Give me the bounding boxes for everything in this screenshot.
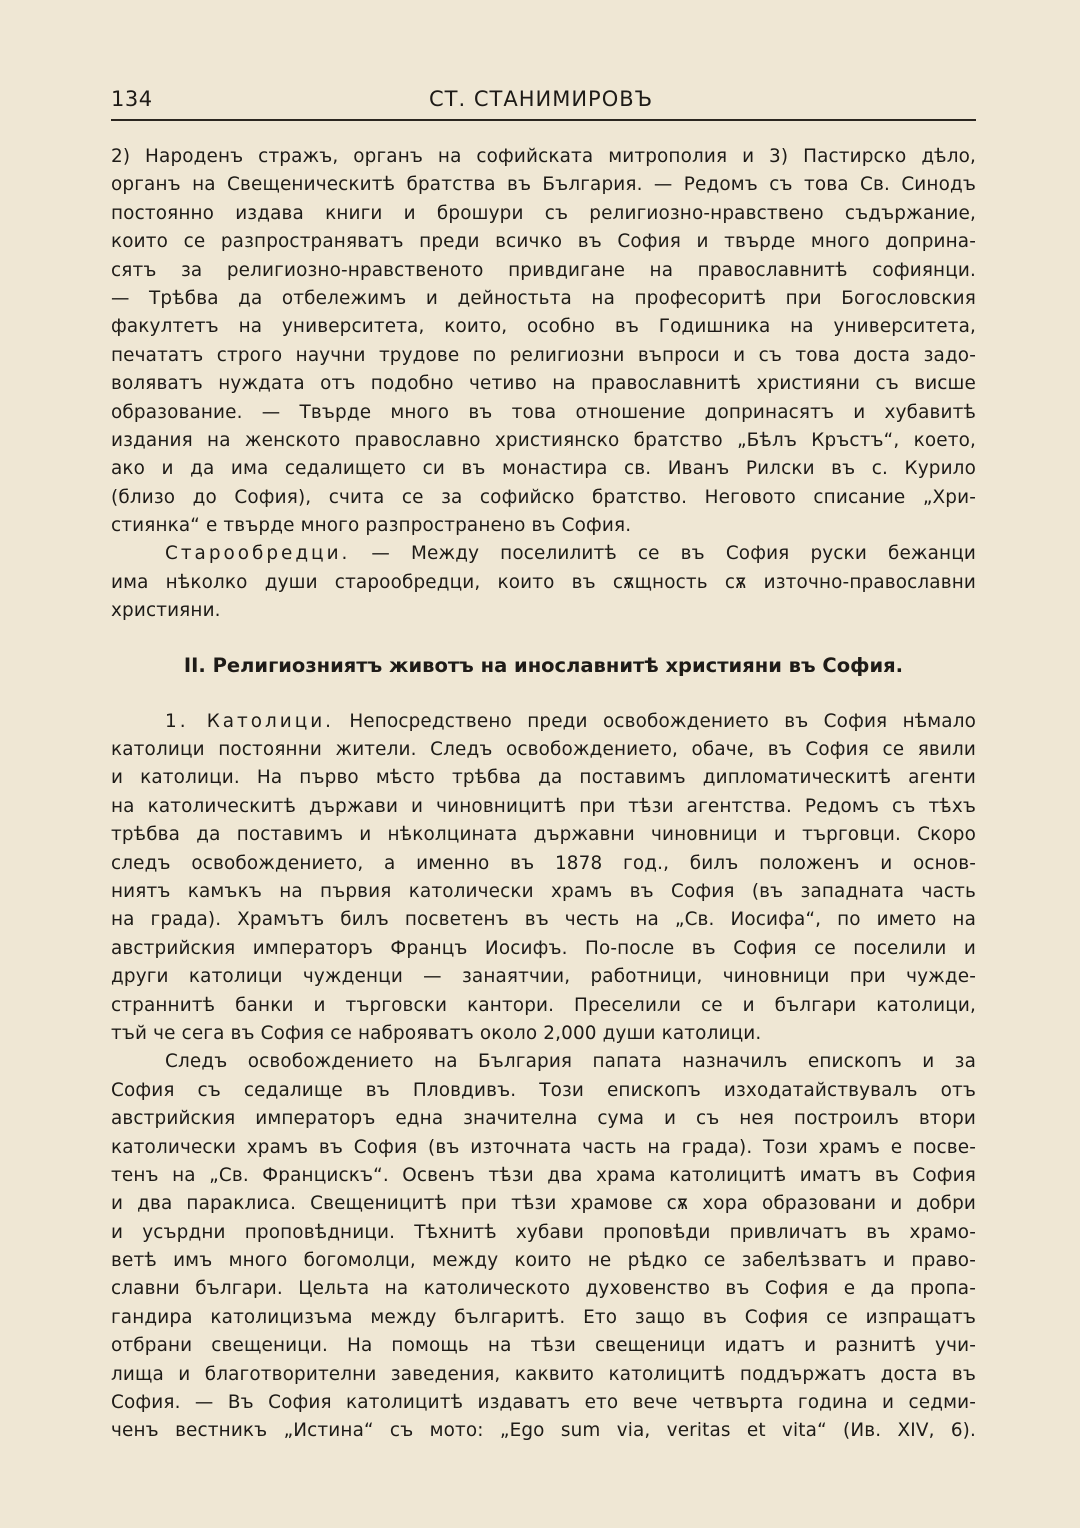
text-line: австрийския императоръ Францъ Иосифъ. По-после въ София се поселили и xyxy=(111,937,976,959)
text-line: София съ седалище въ Пловдивъ. Този епископъ изходатайствувалъ отъ xyxy=(111,1079,976,1101)
text-line xyxy=(111,540,976,568)
running-title: СТ. СТАНИМИРОВЪ xyxy=(429,87,654,111)
text-line: стиянка“ е твърде много разпространено въ София. xyxy=(111,515,632,537)
section-heading: II. Религиозниятъ животъ на инославнитѣ християни въ София. xyxy=(183,653,904,677)
old-believers-term: Старообредци. xyxy=(165,543,351,565)
text-line: ако и да има седалището си въ монастира св. Иванъ Рилски въ с. Курило xyxy=(111,458,976,480)
text-line: тенъ на „Св. Францискъ“. Освенъ тѣзи два храма католицитѣ иматъ въ София xyxy=(111,1164,976,1186)
text-line: и католици. На първо мѣсто трѣбва да поставимъ дипломатическитѣ агенти xyxy=(111,767,976,789)
text-line: сятъ за религиозно-нравственото привдигане на православнитѣ софиянци. xyxy=(111,259,976,281)
text-run: — Между поселилитѣ се въ София руски бежанци xyxy=(371,543,976,565)
text-line: следъ освобождението, а именно въ 1878 год., билъ положенъ и основ- xyxy=(111,852,976,874)
paragraph-bishop xyxy=(111,1048,976,1445)
text-line: (близо до София), счита се за софийско братство. Неговото списание „Хри- xyxy=(111,486,976,508)
text-line: София. — Въ София католицитѣ издаватъ ето вече четвърта година и седми- xyxy=(111,1392,976,1414)
paragraph-catholics xyxy=(111,708,976,1049)
text-line: католически храмъ въ София (въ източната часть на града). Този храмъ е посве- xyxy=(111,1136,976,1158)
text-line: постоянно издава книги и брошури съ религиозно-нравствено съдържание, xyxy=(111,202,976,224)
page-header xyxy=(111,85,976,121)
text-line: органъ на Свещеническитѣ братства въ България. — Редомъ съ това Св. Синодъ xyxy=(111,174,976,196)
text-line: гандира католицизъма между българитѣ. Ето защо въ София се изпращатъ xyxy=(111,1306,976,1328)
text-line: издания на женското православно християнско братство „Бѣлъ Кръстъ“, което, xyxy=(111,429,976,451)
body-text xyxy=(111,143,976,1446)
paragraph-old-believers xyxy=(111,540,976,625)
text-line: трѣбва да поставимъ и нѣколцината държавни чиновници и търговци. Скоро xyxy=(111,824,976,846)
text-line: католици постоянни жители. Следъ освобождението, обаче, въ София се явили xyxy=(111,739,976,761)
text-line: лища и благотворителни заведения, каквито католицитѣ поддържатъ доста въ xyxy=(111,1363,976,1385)
text-line: воляватъ нуждата отъ подобно четиво на православнитѣ християни съ висше xyxy=(111,373,976,395)
text-line: ченъ вестникъ „Истина“ съ мото: „Ego sum via, veritas et vita“ (Ив. XIV, 6). xyxy=(111,1420,976,1442)
text-line: Следъ освобождението на България папата назначилъ епископъ и за xyxy=(165,1051,976,1073)
paragraph-orthodox-publications xyxy=(111,143,976,540)
text-line: християни. xyxy=(111,600,221,622)
text-line: отбрани свещеници. На помощь на тѣзи свещеници идатъ и разнитѣ учи- xyxy=(111,1335,976,1357)
text-line: славни българи. Цельта на католическото духовенство въ София е да пропа- xyxy=(111,1278,976,1300)
text-line: на града). Храмътъ билъ посветенъ въ честь на „Св. Иосифа“, по името на xyxy=(111,909,976,931)
text-line: австрийския императоръ една значителна сума и съ нея построилъ втори xyxy=(111,1108,976,1130)
text-line: на католическитѣ държави и чиновницитѣ при тѣзи агентства. Редомъ съ тѣхъ xyxy=(111,795,976,817)
text-line xyxy=(111,708,976,736)
text-line: печататъ строго научни трудове по религиозни въпроси и съ това доста задо- xyxy=(111,344,976,366)
text-line: други католици чужденци — занаятчии, работници, чиновници при чужде- xyxy=(111,966,976,988)
text-line: образование. — Твърде много въ това отношение допринасятъ и хубавитѣ xyxy=(111,401,976,423)
text-line: които се разпространяватъ преди всичко въ София и твърде много доприна- xyxy=(111,231,976,253)
text-line: и усърдни проповѣдници. Тѣхнитѣ хубави проповѣди привличатъ въ храмо- xyxy=(111,1221,976,1243)
text-line: и два параклиса. Свещеницитѣ при тѣзи храмове сѫ хора образовани и добри xyxy=(111,1193,976,1215)
text-line: 2) Народенъ стражъ, органъ на софийската митрополия и 3) Пастирско дѣло, xyxy=(111,146,976,167)
text-line: страннитѣ банки и търговски кантори. Преселили се и българи католици, xyxy=(111,994,976,1016)
text-line: — Трѣбва да отбележимъ и дейностьта на професоритѣ при Богословския xyxy=(111,287,976,309)
catholics-term: 1. Католици. xyxy=(165,710,335,732)
text-line: има нѣколко души старообредци, които въ сѫщность сѫ източно-православни xyxy=(111,571,976,593)
text-line: ветѣ имъ много богомолци, между които не рѣдко се забелѣзватъ и право- xyxy=(111,1250,976,1272)
page-number: 134 xyxy=(111,87,153,111)
text-line: факултетъ на университета, които, особно въ Годишника на университета, xyxy=(111,316,976,338)
text-line: тъй че сега въ София се наброяватъ около 2,000 души католици. xyxy=(111,1022,762,1044)
text-line: ниятъ камъкъ на първия католически храмъ въ София (въ западната часть xyxy=(111,880,976,902)
text-run: Непосредствено преди освобождението въ София нѣмало xyxy=(349,710,976,732)
